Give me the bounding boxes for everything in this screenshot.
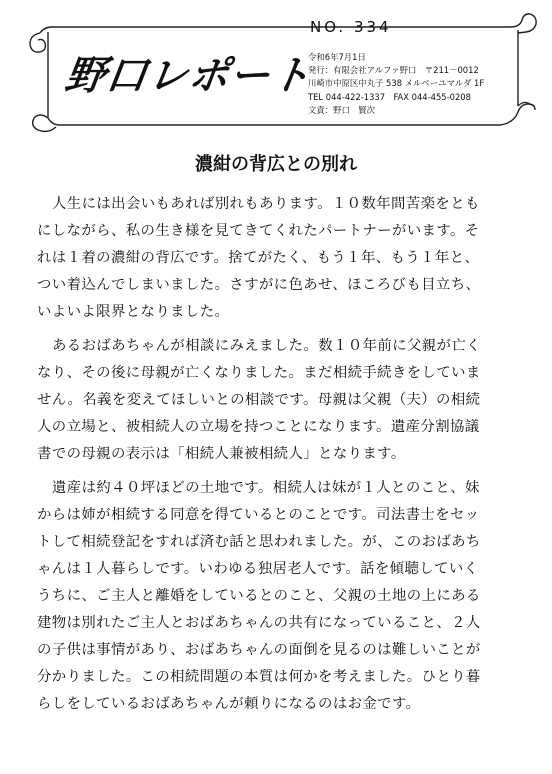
- body-line: なり、その後に母親が亡くなりました。まだ相続手続きをしていま: [37, 365, 481, 381]
- body-line: ゃんは１人暮らしです。いわゆる独居老人です。話を傾聴していく: [37, 561, 479, 577]
- issue-date: 令和6年7月1日: [308, 52, 366, 62]
- body-line: の子供は事情があり、おばあちゃんの面倒を見るのは難しいことが: [37, 642, 481, 658]
- address-line: 川崎市中原区中丸子 538 メルベーユマルダ 1F: [308, 78, 485, 89]
- body-line: うちに、ご主人と離婚をしているとのこと、父親の土地の上にある: [37, 588, 481, 604]
- body-line: 人生には出会いもあれば別れもあります。１０数年間苦楽をとも: [52, 196, 480, 212]
- body-line: つい着込んでしまいました。さすがに色あせ、ほころびも目立ち、: [37, 277, 481, 293]
- publisher-line: 発行：有限会社アルファ野口 〒211－0012: [308, 65, 479, 76]
- body-line: トして相続登記をすれば済む話と思われました。が、このおばあち: [37, 534, 481, 550]
- body-line: 書での母親の表示は「相続人兼被相続人」となります。: [37, 446, 406, 462]
- body-line: にしながら、私の生き様を見てきてくれたパートナーがいます。そ: [37, 223, 480, 239]
- body-line: れは１着の濃紺の背広です。捨てがたく、もう１年、もう１年と、: [37, 250, 480, 266]
- body-line: あるおばあちゃんが相談にみえました。数１０年前に父親が亡く: [52, 338, 481, 354]
- article-title: 濃紺の背広との別れ: [195, 154, 357, 175]
- issue-number: NO. 334: [310, 18, 392, 36]
- body-line: 建物は別れたご主人とおばあちゃんの共有になっていること、２人: [37, 615, 481, 631]
- body-line: らしをしているおばあちゃんが頼りになるのはお金です。: [37, 696, 421, 712]
- author-line: 文責：野口 賢次: [308, 104, 375, 115]
- article-body: [37, 191, 512, 718]
- phone-fax-line: TEL 044-422-1337 FAX 044-455-0208: [308, 91, 471, 102]
- body-line: 人の立場と、被相続人の立場を持つことになります。遺産分割協議: [37, 419, 480, 435]
- body-line: 分かりました。この相続問題の本質は何かを考えました。ひとり暮: [37, 669, 481, 685]
- publisher-info: [308, 51, 484, 117]
- body-line: せん。名義を変えてほしいとの相談です。母親は父親（夫）の相続: [37, 392, 481, 408]
- body-line: 遺産は約４０坪ほどの土地です。相続人は妹が１人とのこと、妹: [52, 480, 480, 496]
- body-line: いよいよ限界となりました。: [37, 304, 230, 320]
- scroll-banner: [0, 0, 552, 140]
- masthead-title: 野口レポート: [62, 53, 315, 99]
- body-line: からは姉が相続する同意を得ているとのことです。司法書士をセッ: [37, 507, 480, 523]
